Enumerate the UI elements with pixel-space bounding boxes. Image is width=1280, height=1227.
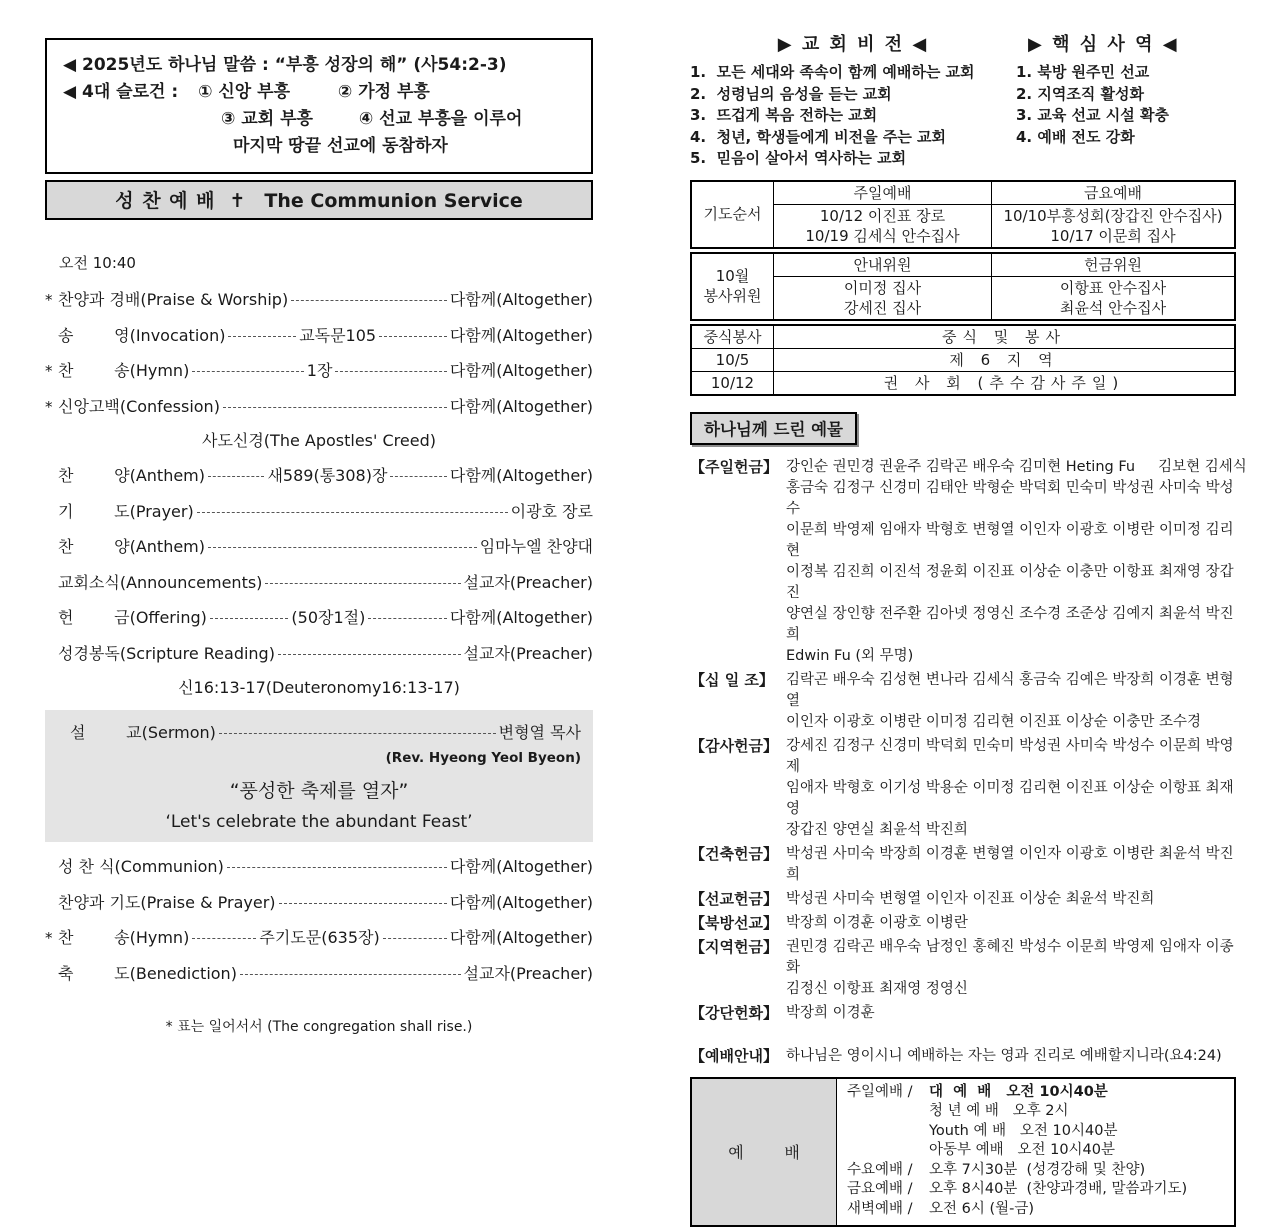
lunch-row-label: 중식봉사 xyxy=(692,325,774,348)
dotted-leader xyxy=(383,938,447,939)
preacher-english-name: (Rev. Hyeong Yeol Byeon) xyxy=(57,750,581,766)
order-performer: 설교자(Preacher) xyxy=(464,961,593,984)
vision-item: 4. 청년, 학생들에게 비전을 주는 교회 xyxy=(690,127,1016,149)
order-label: 교회소식(Announcements) xyxy=(58,570,262,593)
offering-line: 박성권 사미숙 박장희 이경훈 변형열 이인자 이광호 이병란 최윤석 박진희 xyxy=(786,844,1236,886)
service-time: 청 년 예 배 오후 2시 xyxy=(929,1102,1069,1122)
order-performer: 다함께(Altogether) xyxy=(450,394,593,417)
dotted-leader xyxy=(223,407,447,408)
offering-section-tithe xyxy=(690,670,1236,733)
vision-item: 2. 성령님의 음성을 듣는 교회 xyxy=(690,84,1016,106)
dotted-leader xyxy=(227,867,447,868)
offering-line: 박장희 이경훈 xyxy=(786,1003,1236,1024)
order-row-praise-worship xyxy=(45,287,593,310)
worship-time-line xyxy=(847,1102,1228,1122)
service-time: 오후 8시40분 (찬양과경배, 말씀과기도) xyxy=(929,1180,1187,1200)
slogan-line-2 xyxy=(221,106,581,133)
offering-line: 강세진 김정구 신경미 박덕회 민숙미 박성권 사미숙 박성수 이문희 박영제 xyxy=(786,736,1236,778)
order-label: 축 도(Benediction) xyxy=(58,961,237,984)
rise-star: * xyxy=(45,291,58,309)
order-performer: 설교자(Preacher) xyxy=(464,641,593,664)
prayer-entry: 10/10부흥성회(장갑진 안수집사) xyxy=(994,206,1232,226)
volunteer-entry: 최윤석 안수집사 xyxy=(994,298,1232,318)
order-row-confession xyxy=(45,394,593,417)
dotted-leader xyxy=(228,336,296,337)
dotted-leader xyxy=(197,512,508,513)
lunch-service-table xyxy=(690,324,1236,396)
offering-section-label: 【강단헌화】 xyxy=(690,1003,786,1024)
volunteer-table xyxy=(690,252,1236,321)
rise-footnote: * 표는 일어서서 (The congregation shall rise.) xyxy=(45,1016,593,1036)
offering-names xyxy=(786,889,1236,910)
ministry-item: 4. 예배 전도 강화 xyxy=(1016,127,1236,149)
sermon-block xyxy=(45,710,593,842)
church-vision-list xyxy=(690,62,1016,170)
order-detail: 주기도문(635장) xyxy=(259,925,379,948)
bulletin-right-column xyxy=(690,30,1236,1227)
service-name xyxy=(847,1141,929,1161)
order-label: 찬 송(Hymn) xyxy=(58,925,189,948)
order-performer: 다함께(Altogether) xyxy=(450,323,593,346)
worship-table-label: 예 배 xyxy=(692,1078,837,1226)
slogan-1: ① 신앙 부흥 xyxy=(198,82,290,102)
dotted-leader xyxy=(335,371,446,372)
offering-section-label: 【건축헌금】 xyxy=(690,844,786,886)
order-performer: 다함께(Altogether) xyxy=(450,287,593,310)
dotted-leader xyxy=(291,300,447,301)
vision-item: 5. 믿음이 살아서 역사하는 교회 xyxy=(690,148,1016,170)
order-label: 찬양과 기도(Praise & Prayer) xyxy=(58,890,276,913)
worship-time-line xyxy=(847,1141,1228,1161)
vision-and-ministry xyxy=(690,30,1236,170)
core-ministry-section xyxy=(1016,30,1236,170)
offering-line: Edwin Fu (외 무명) xyxy=(786,646,1247,667)
order-performer: 설교자(Preacher) xyxy=(464,570,593,593)
order-row-benediction xyxy=(45,961,593,984)
order-detail: (50장1절) xyxy=(291,605,365,628)
order-performer: 다함께(Altogether) xyxy=(450,358,593,381)
worship-time-line xyxy=(847,1161,1228,1181)
service-name xyxy=(847,1122,929,1142)
order-label: 기 도(Prayer) xyxy=(58,499,194,522)
dotted-leader xyxy=(219,733,496,734)
gifts-section-header: 하나님께 드린 예물 xyxy=(690,412,857,445)
offering-line: 박장희 이경훈 이광호 이병란 xyxy=(786,913,1236,934)
order-performer: 다함께(Altogether) xyxy=(450,605,593,628)
service-name: 주일예배 / xyxy=(847,1083,929,1103)
worship-times-table xyxy=(690,1077,1236,1227)
worship-time-line xyxy=(847,1180,1228,1200)
service-name xyxy=(847,1102,929,1122)
order-row-sermon xyxy=(57,720,581,743)
service-time: 아동부 예배 오전 10시40분 xyxy=(929,1141,1115,1161)
dotted-leader xyxy=(265,583,460,584)
order-performer: 변형열 목사 xyxy=(499,720,581,743)
offering-line: 양연실 장인향 전주환 김아넷 정영신 조수경 조준상 김예지 최윤석 박진희 xyxy=(786,604,1247,646)
ministry-item: 3. 교육 선교 시설 확충 xyxy=(1016,105,1236,127)
offering-section-north-mission xyxy=(690,913,1236,934)
rise-star: * xyxy=(45,362,58,380)
vision-item: 3. 뜨겁게 복음 전하는 교회 xyxy=(690,105,1016,127)
offering-names xyxy=(786,844,1236,886)
order-label: 찬양과 경배(Praise & Worship) xyxy=(58,287,288,310)
volunteer-month: 10월 xyxy=(694,266,771,286)
order-row-anthem-1 xyxy=(45,463,593,486)
prayer-entry: 10/19 김세식 안수집사 xyxy=(776,226,989,246)
offering-section-label: 【십 일 조】 xyxy=(690,670,786,733)
rise-star: * xyxy=(45,929,58,947)
core-ministry-header: ▶ 핵 심 사 역 ◀ xyxy=(1028,30,1236,56)
order-row-communion xyxy=(45,854,593,877)
offering-line: 김정신 이항표 최재영 정영신 xyxy=(786,979,1236,1000)
usher-cell xyxy=(774,276,992,319)
order-label: 찬 송(Hymn) xyxy=(58,358,189,381)
dotted-leader xyxy=(208,476,264,477)
offering-line: 강인순 권민경 권윤주 김락곤 배우숙 김미현 Heting Fu 김보현 김세식 xyxy=(786,457,1247,478)
volunteer-entry: 이항표 안수집사 xyxy=(994,278,1232,298)
offering-line: 이인자 이광호 이병란 이미정 김리현 이진표 이상순 이충만 조수경 xyxy=(786,712,1236,733)
slogan-4: ④ 선교 부흥을 이루어 xyxy=(359,109,523,129)
volunteer-title: 봉사위원 xyxy=(694,286,771,306)
slogan-3: ③ 교회 부흥 xyxy=(221,109,313,129)
prayer-schedule-table xyxy=(690,180,1236,249)
offering-section-label: 【선교헌금】 xyxy=(690,889,786,910)
offering-section-mission xyxy=(690,889,1236,910)
offering-names xyxy=(786,937,1236,1000)
service-time: 대 예 배 오전 10시40분 xyxy=(929,1083,1108,1103)
service-title-english: The Communion Service xyxy=(264,190,522,212)
worship-times-cell xyxy=(837,1078,1235,1226)
prayer-entry: 10/12 이진표 장로 xyxy=(776,206,989,226)
order-row-scripture xyxy=(45,641,593,664)
order-row-offering xyxy=(45,605,593,628)
offering-line: 이정복 김진희 이진석 정윤회 이진표 이상순 이충만 이항표 최재영 장갑진 xyxy=(786,562,1247,604)
offering-committee-header: 헌금위원 xyxy=(992,253,1235,276)
church-vision-section xyxy=(690,30,1016,170)
core-ministry-list xyxy=(1016,62,1236,148)
dotted-leader xyxy=(368,618,447,619)
order-performer: 다함께(Altogether) xyxy=(450,890,593,913)
lunch-date: 10/12 xyxy=(692,371,774,394)
lunch-group: 권 사 회 (추수감사주일) xyxy=(774,371,1235,394)
order-performer: 다함께(Altogether) xyxy=(450,854,593,877)
order-row-praise-prayer xyxy=(45,890,593,913)
order-detail: 교독문105 xyxy=(299,323,376,346)
offering-section-label: 【주일헌금】 xyxy=(690,457,786,667)
theme-line: ◀ 2025년도 하나님 말씀 : “부흥 성장의 해” (사54:2-3) xyxy=(63,52,581,79)
friday-prayer-cell xyxy=(992,204,1235,247)
slogan-closing: 마지막 땅끝 선교에 동참하자 xyxy=(233,133,581,160)
dotted-leader xyxy=(192,938,256,939)
offering-names xyxy=(786,457,1247,667)
volunteer-entry: 강세진 집사 xyxy=(776,298,989,318)
order-row-prayer xyxy=(45,499,593,522)
sermon-title-english: ‘Let's celebrate the abundant Feast’ xyxy=(57,812,581,832)
offering-section-thanksgiving xyxy=(690,736,1236,841)
slogan-2: ② 가정 부흥 xyxy=(338,82,430,102)
order-performer: 이광호 장로 xyxy=(511,499,593,522)
order-label: 성 찬 식(Communion) xyxy=(58,854,224,877)
dotted-leader xyxy=(390,476,446,477)
dotted-leader xyxy=(210,618,289,619)
order-label: 찬 양(Anthem) xyxy=(58,534,205,557)
year-theme-banner xyxy=(45,38,593,174)
order-label: 성경봉독(Scripture Reading) xyxy=(58,641,275,664)
service-time: 오전 6시 (월-금) xyxy=(929,1200,1034,1220)
offering-line: 박성권 사미숙 변형열 이인자 이진표 이상순 최윤석 박진희 xyxy=(786,889,1236,910)
slogan-label: ◀ 4대 슬로건 : xyxy=(63,82,178,102)
offering-line: 김락곤 배우숙 김성현 변나라 김세식 홍금숙 김예은 박장희 이경훈 변형열 xyxy=(786,670,1236,712)
service-name: 새벽예배 / xyxy=(847,1200,929,1220)
dotted-leader xyxy=(279,903,447,904)
worship-time-line xyxy=(847,1083,1228,1103)
service-title-korean: 성 찬 예 배 xyxy=(115,190,215,212)
offering-section-label: 【북방선교】 xyxy=(690,913,786,934)
dotted-leader xyxy=(240,974,461,975)
order-detail: 새589(통308)장 xyxy=(267,463,387,486)
offering-line: 홍금숙 김정구 신경미 김태안 박형순 박덕회 민숙미 박성권 사미숙 박성수 xyxy=(786,478,1247,520)
offering-section-building xyxy=(690,844,1236,886)
offering-section-regional xyxy=(690,937,1236,1000)
rise-star: * xyxy=(45,398,58,416)
offering-section-label: 【지역헌금】 xyxy=(690,937,786,1000)
order-label: 설 교(Sermon) xyxy=(70,720,216,743)
usher-header: 안내위원 xyxy=(774,253,992,276)
worship-time-line xyxy=(847,1122,1228,1142)
prayer-entry: 10/17 이문희 집사 xyxy=(994,226,1232,246)
order-detail: 1장 xyxy=(307,358,333,381)
service-name: 수요예배 / xyxy=(847,1161,929,1181)
apostles-creed-line: 사도신경(The Apostles' Creed) xyxy=(45,428,593,451)
offering-line: 임애자 박형호 이기성 박용순 이미정 김리현 이진표 이상순 이항표 최재영 xyxy=(786,778,1236,820)
offering-names xyxy=(786,736,1236,841)
order-row-closing-hymn xyxy=(45,925,593,948)
order-row-invocation xyxy=(45,323,593,346)
offering-line: 권민경 김락곤 배우숙 남정인 홍혜진 박성수 이문희 박영제 임애자 이종화 xyxy=(786,937,1236,979)
offering-committee-cell xyxy=(992,276,1235,319)
ministry-item: 1. 북방 원주민 선교 xyxy=(1016,62,1236,84)
bulletin-left-column xyxy=(45,38,593,1036)
volunteer-row-label xyxy=(692,253,774,319)
lunch-group: 제 6 지 역 xyxy=(774,348,1235,371)
cross-icon: ✝ xyxy=(230,190,247,212)
lunch-header: 중식 및 봉사 xyxy=(774,325,1235,348)
vision-item: 1. 모든 세대와 족속이 함께 예배하는 교회 xyxy=(690,62,1016,84)
service-title-bar xyxy=(45,180,593,220)
worship-guide-verse: 하나님은 영이시니 예배하는 자는 영과 진리로 예배할지니라(요4:24) xyxy=(786,1046,1222,1067)
sermon-title-korean: “풍성한 축제를 열자” xyxy=(57,776,581,803)
order-row-hymn xyxy=(45,358,593,381)
dotted-leader xyxy=(278,654,461,655)
church-vision-header: ▶ 교 회 비 전 ◀ xyxy=(690,30,1016,56)
prayer-row-label: 기도순서 xyxy=(692,181,774,247)
offering-section-sunday xyxy=(690,457,1236,667)
order-performer: 임마누엘 찬양대 xyxy=(480,534,593,557)
lunch-date: 10/5 xyxy=(692,348,774,371)
order-label: 송 영(Invocation) xyxy=(58,323,225,346)
order-performer: 다함께(Altogether) xyxy=(450,925,593,948)
order-performer: 다함께(Altogether) xyxy=(450,463,593,486)
order-label: 찬 양(Anthem) xyxy=(58,463,205,486)
dotted-leader xyxy=(208,547,477,548)
service-time: 오후 7시30분 (성경강해 및 찬양) xyxy=(929,1161,1145,1181)
order-label: 신앙고백(Confession) xyxy=(58,394,220,417)
offering-names xyxy=(786,1003,1236,1024)
order-label: 헌 금(Offering) xyxy=(58,605,207,628)
service-name: 금요예배 / xyxy=(847,1180,929,1200)
worship-time-line xyxy=(847,1200,1228,1220)
order-row-announcements xyxy=(45,570,593,593)
service-time: Youth 예 배 오전 10시40분 xyxy=(929,1122,1117,1142)
offering-line: 이문희 박영제 임애자 박형호 변형열 이인자 이광호 이병란 이미정 김리현 xyxy=(786,520,1247,562)
sunday-prayer-cell xyxy=(774,204,992,247)
worship-guide-note xyxy=(690,1046,1236,1067)
sunday-service-header: 주일예배 xyxy=(774,181,992,204)
ministry-item: 2. 지역조직 활성화 xyxy=(1016,84,1236,106)
order-of-worship xyxy=(45,287,593,984)
offerings-list xyxy=(690,457,1236,1024)
service-time: 오전 10:40 xyxy=(59,252,593,273)
offering-section-label: 【감사헌금】 xyxy=(690,736,786,841)
offering-names xyxy=(786,670,1236,733)
worship-guide-label: 【예배안내】 xyxy=(690,1046,786,1067)
offering-names xyxy=(786,913,1236,934)
dotted-leader xyxy=(379,336,447,337)
friday-service-header: 금요예배 xyxy=(992,181,1235,204)
volunteer-entry: 이미정 집사 xyxy=(776,278,989,298)
offering-section-altar-flowers xyxy=(690,1003,1236,1024)
offering-line: 장갑진 양연실 최윤석 박진희 xyxy=(786,820,1236,841)
order-row-anthem-2 xyxy=(45,534,593,557)
scripture-reference-line: 신16:13-17(Deuteronomy16:13-17) xyxy=(45,675,593,698)
slogan-line-1 xyxy=(63,79,581,106)
dotted-leader xyxy=(192,371,303,372)
